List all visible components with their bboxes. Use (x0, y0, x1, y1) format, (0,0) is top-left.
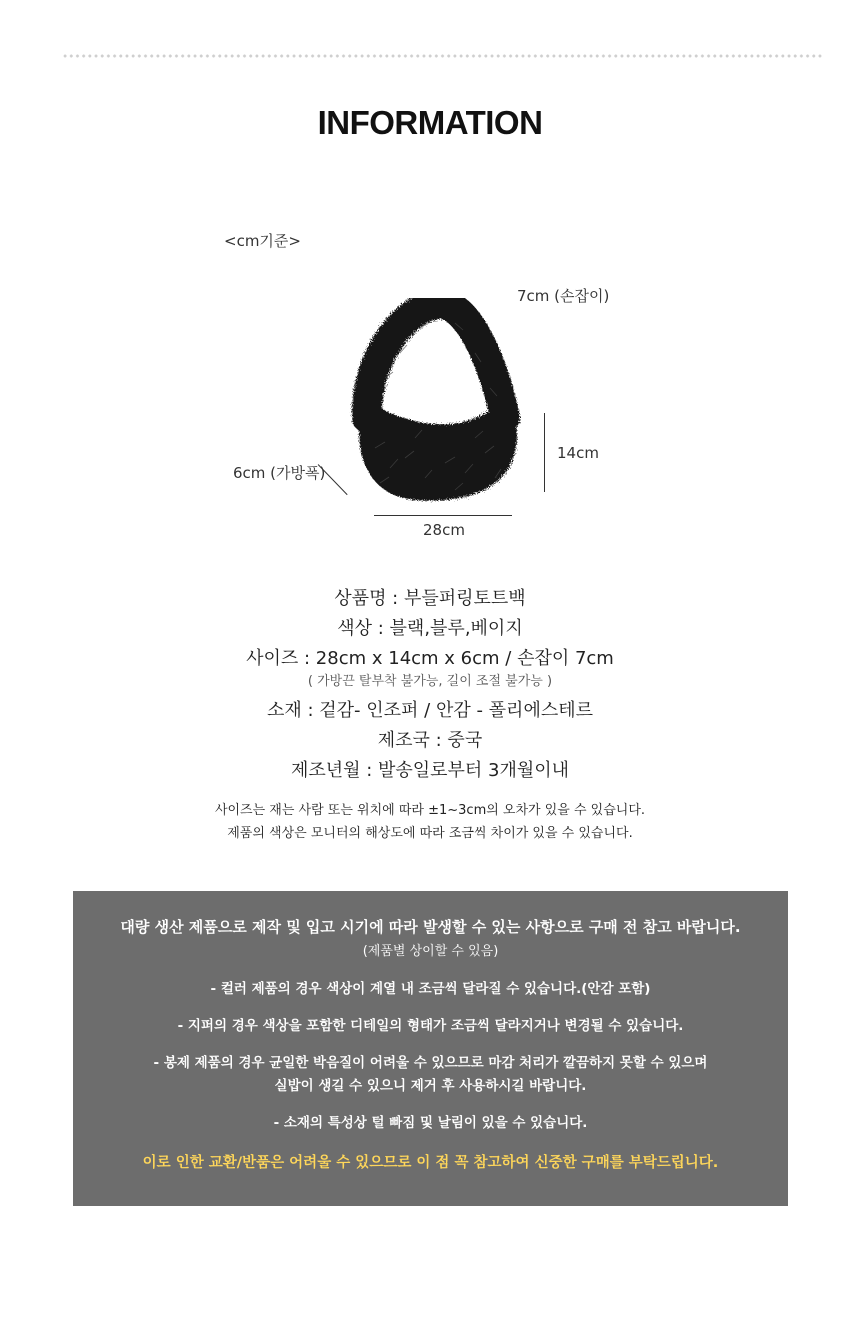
handle-dimension-label: 7cm (손잡이) (517, 287, 610, 305)
spec-origin: 제조국 : 중국 (377, 730, 483, 751)
notice-heading: 대량 생산 제품으로 제작 및 입고 시기에 따라 발생할 수 있는 사항으로 구매 전 참고 바랍니다. (120, 918, 741, 936)
spec-material: 소재 : 겉감- 인조퍼 / 안감 - 폴리에스테르 (267, 700, 593, 721)
color-variance-note: 제품의 색상은 모니터의 해상도에 따라 조금씩 차이가 있을 수 있습니다. (227, 826, 633, 841)
notice-item: - 지퍼의 경우 색상을 포함한 디테일의 형태가 조금씩 달라지거나 변경될 수 있습니다. (177, 1018, 684, 1034)
notice-box (73, 891, 788, 1206)
height-dimension-line (544, 413, 545, 492)
notice-subheading: (제품별 상이할 수 있음) (362, 944, 499, 959)
spec-manufacture-date: 제조년월 : 발송일로부터 3개월이내 (290, 760, 570, 781)
size-tolerance-note: 사이즈는 재는 사람 또는 위치에 따라 ±1~3cm의 오차가 있을 수 있습니다. (214, 803, 646, 818)
dotted-divider (62, 54, 822, 58)
depth-dimension-label: 6cm (가방폭) (233, 464, 326, 482)
notice-item: - 컬러 제품의 경우 색상이 계열 내 조금씩 달라질 수 있습니다.(안감 포함) (210, 981, 651, 997)
spec-color: 색상 : 블랙,블루,베이지 (337, 618, 523, 639)
unit-note: <cm기준> (224, 232, 301, 250)
page-title: INFORMATION (317, 104, 543, 141)
height-dimension-label: 14cm (557, 444, 599, 462)
width-dimension-line (374, 515, 512, 516)
notice-item: 실밥이 생길 수 있으니 제거 후 사용하시길 바랍니다. (274, 1078, 587, 1094)
spec-product-name: 상품명 : 부들퍼링토트백 (334, 588, 526, 609)
spec-size: 사이즈 : 28cm x 14cm x 6cm / 손잡이 7cm (246, 648, 614, 669)
notice-item: - 소재의 특성상 털 빠짐 및 날림이 있을 수 있습니다. (273, 1115, 588, 1131)
bag-image (345, 298, 525, 510)
width-dimension-label: 28cm (423, 521, 465, 539)
notice-warning: 이로 인한 교환/반품은 어려울 수 있으므로 이 점 꼭 참고하여 신중한 구매를 부탁드립니다. (142, 1155, 719, 1171)
notice-item: - 봉제 제품의 경우 균일한 박음질이 어려울 수 있으므로 마감 처리가 깔끔하지 못할 수 있으며 (153, 1055, 708, 1071)
spec-size-note: ( 가방끈 탈부착 불가능, 길이 조절 불가능 ) (307, 674, 553, 689)
